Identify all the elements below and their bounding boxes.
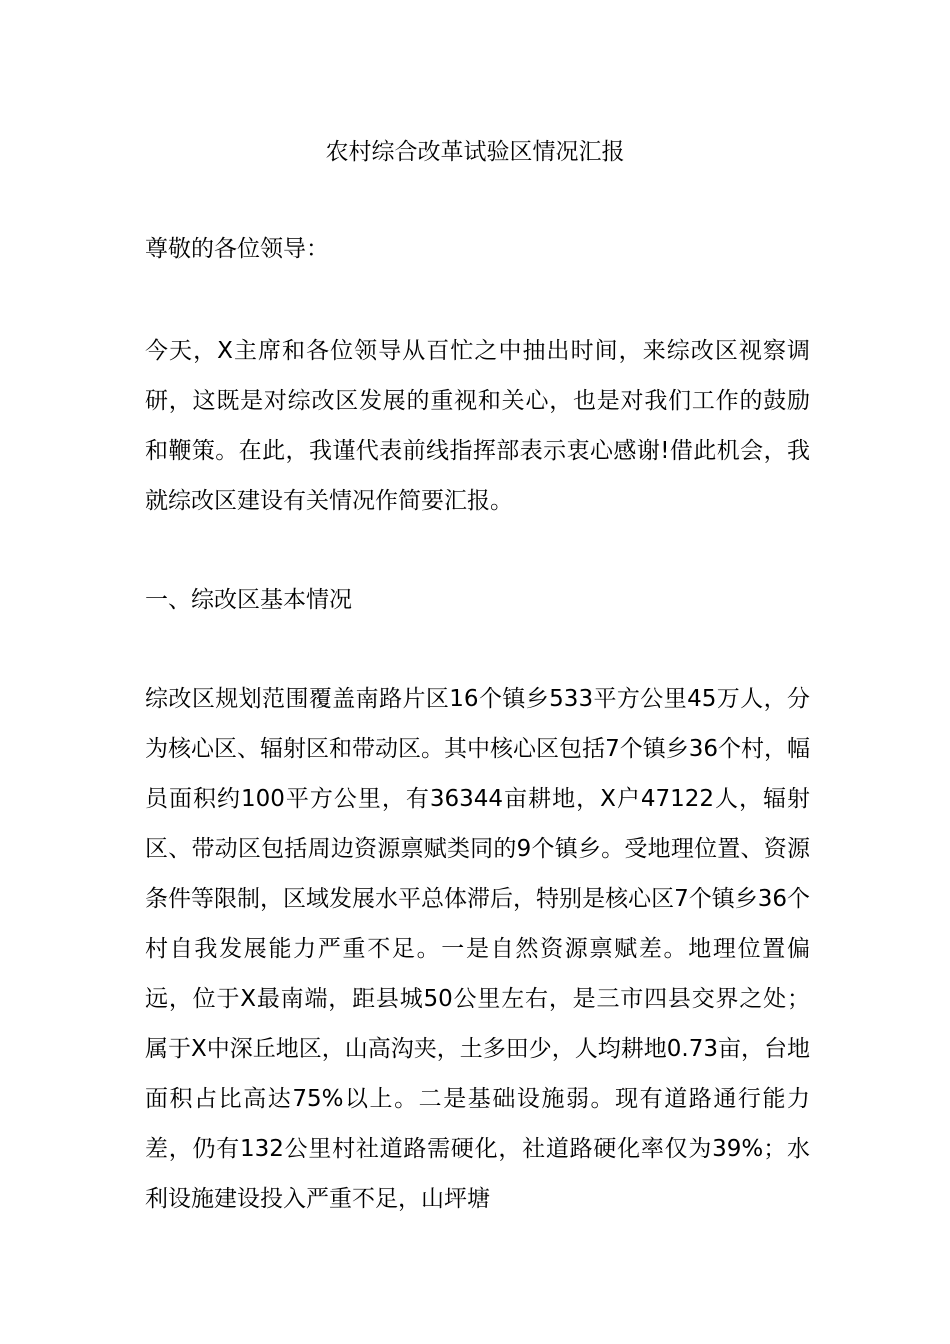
- salutation: 尊敬的各位领导：: [145, 236, 329, 262]
- body-paragraph: 综改区规划范围覆盖南路片区16个镇乡533平方公里45万人，分为核心区、辐射区和带动区。其中核心区包括7个镇乡36个村，幅员面积约100平方公里，有36344亩耕地，X户47122人，辐射区、带动区包括周边资源禀赋类同的9个镇乡。受地理位置、资源条件等限制，区域发展水平总体滞后，特别是核心区7个镇乡36个村自我发展能力严重不足。一是自然资源禀赋差。地理位置偏远，位于X最南端，距县城50公里左右，是三市四县交界之处；属于X中深丘地区，山高沟夹，土多田少，人均耕地0.73亩，台地面积占比高达75%以上。二是基础设施弱。现有道路通行能力差，仍有132公里村社道路需硬化，社道路硬化率仅为39%；水利设施建设投入严重不足，山坪塘: [145, 686, 810, 1212]
- section-heading: 一、综改区基本情况: [145, 587, 352, 613]
- intro-paragraph: 今天，X主席和各位领导从百忙之中抽出时间，来综改区视察调研，这既是对综改区发展的重视和关心，也是对我们工作的鼓励和鞭策。在此，我谨代表前线指挥部表示衷心感谢!借此机会，我就综改区建设有关情况作简要汇报。: [145, 338, 810, 514]
- document-title: 农村综合改革试验区情况汇报: [325, 139, 625, 165]
